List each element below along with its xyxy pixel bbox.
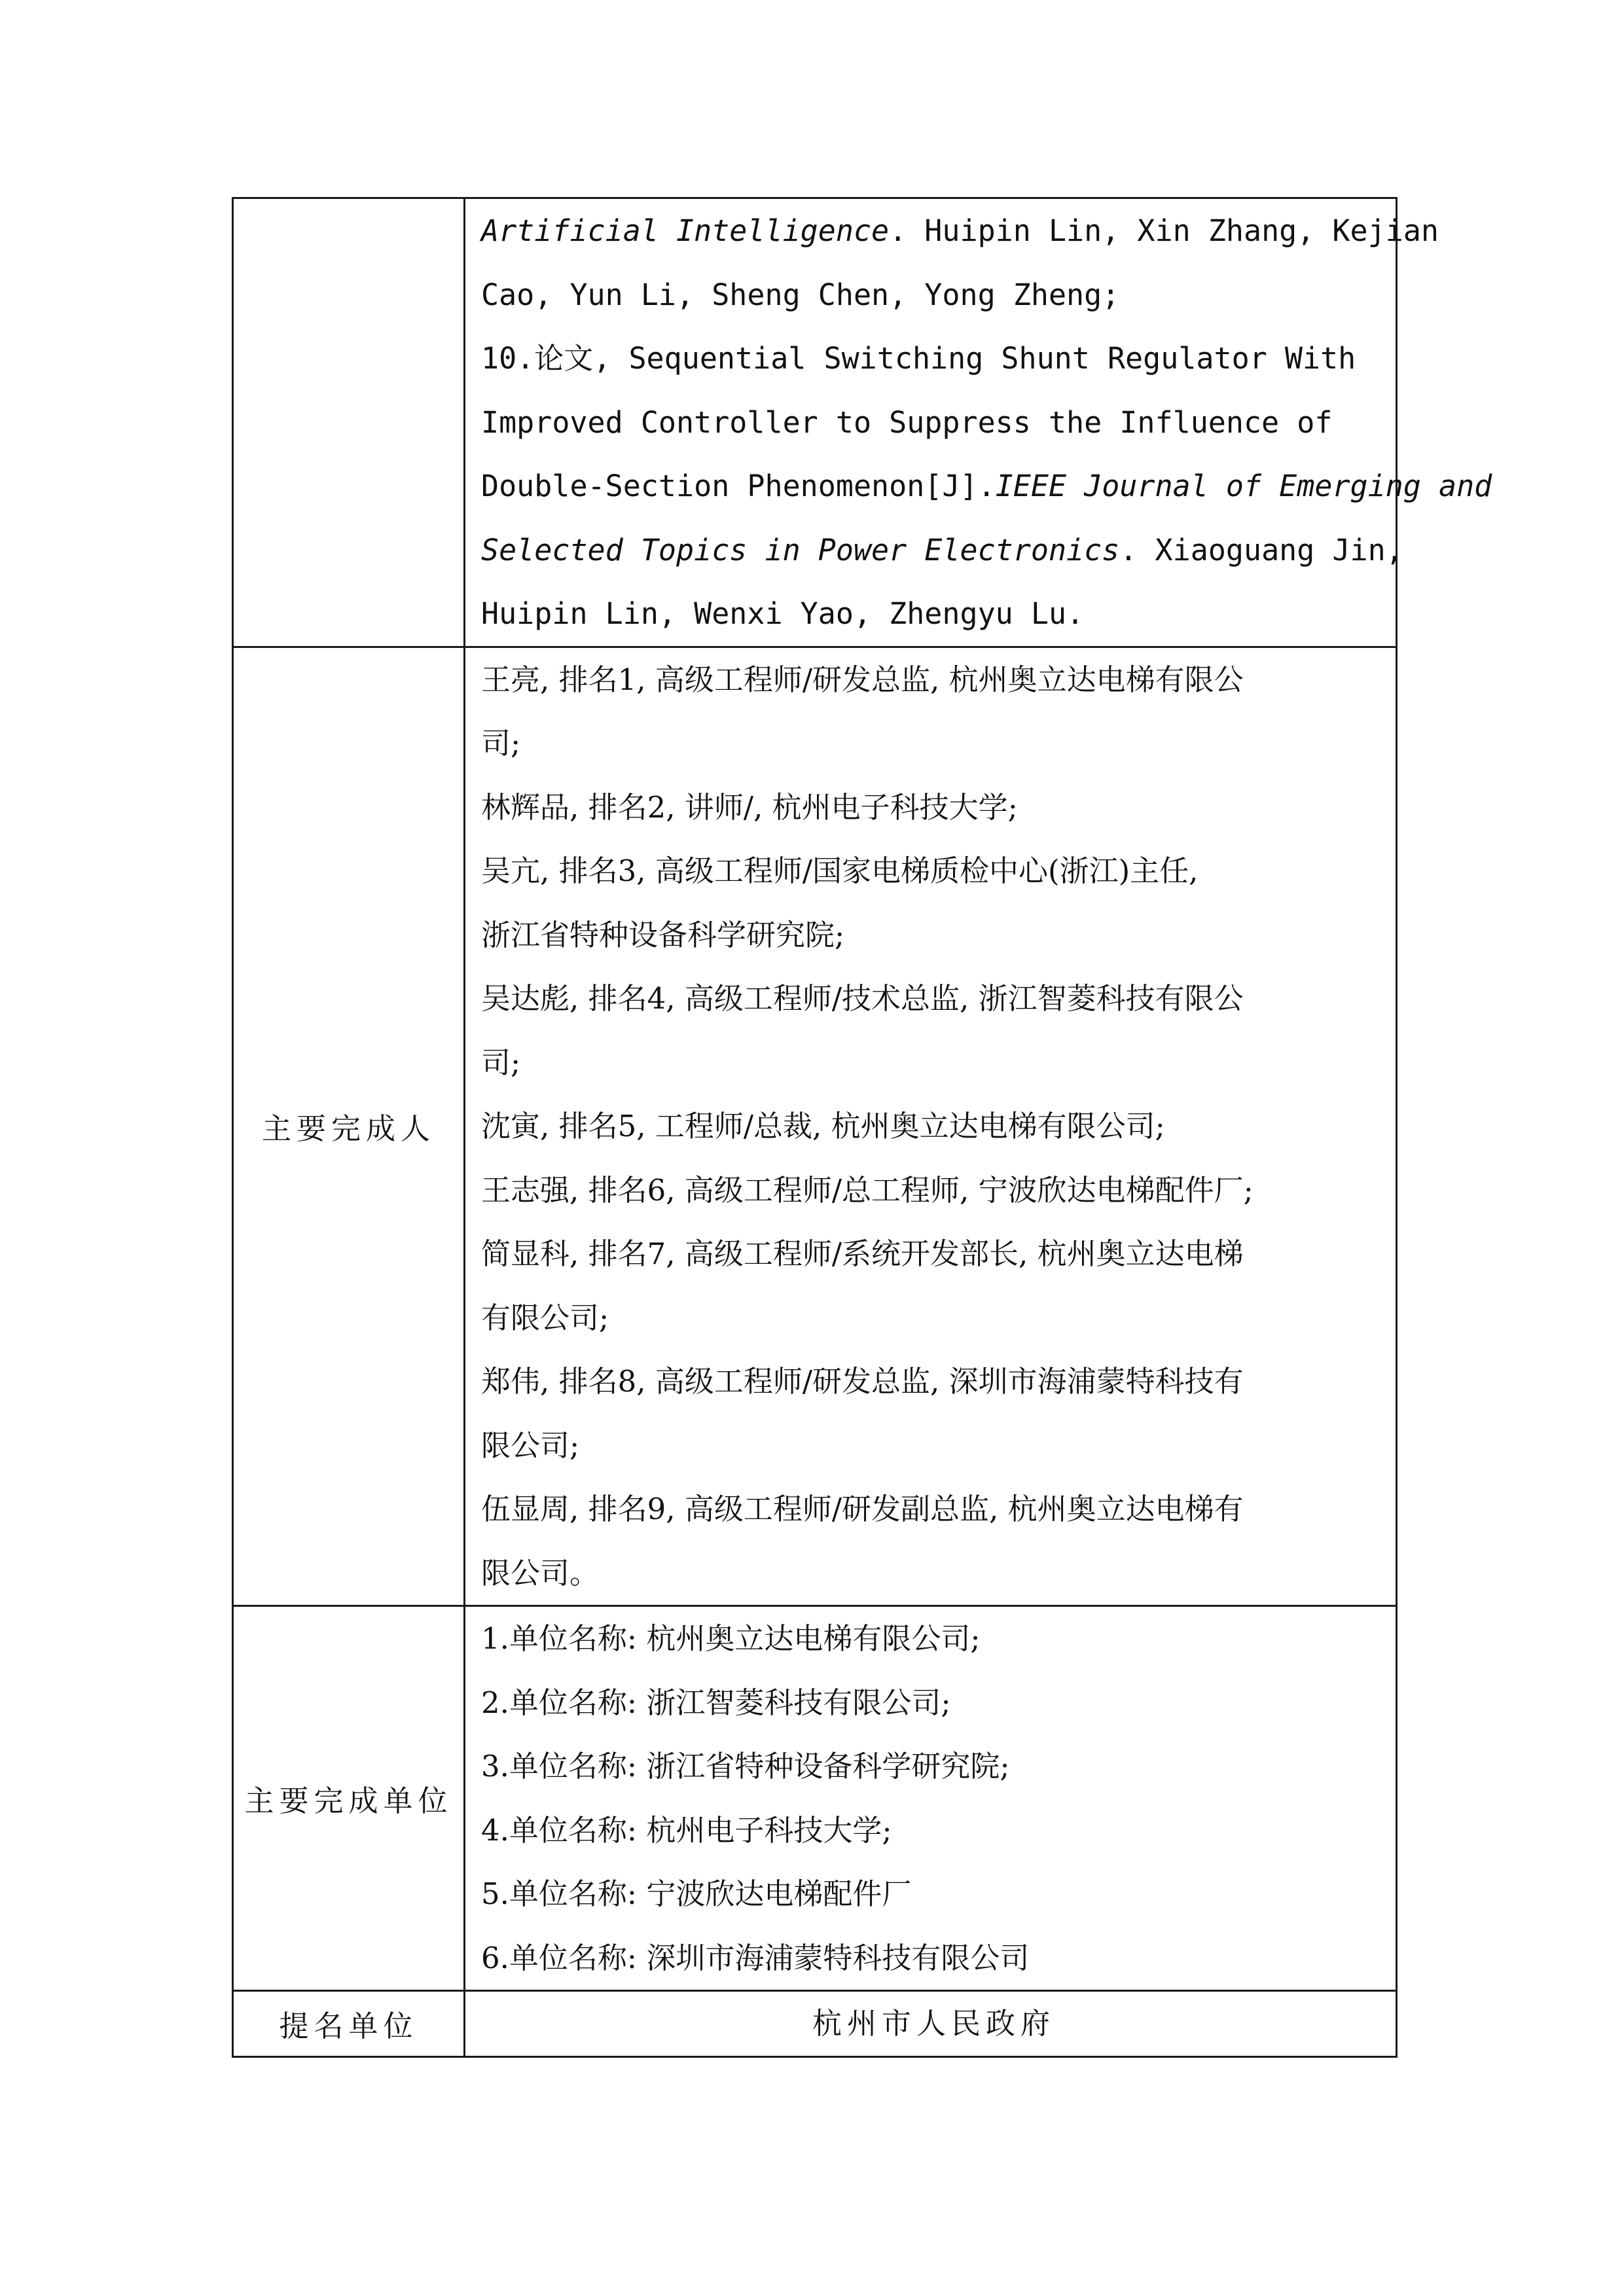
papers-row [233, 198, 1397, 647]
paper-authors: . Xiaoguang Jin, [1119, 532, 1403, 567]
completer-line: 伍显周, 排名9, 高级工程师/研发副总监, 杭州奥立达电梯有 [481, 1492, 1244, 1526]
paper-title-end: Double-Section Phenomenon[J]. [481, 469, 996, 503]
nominator-label: 提名单位 [233, 1991, 465, 2057]
papers-label-cell [233, 198, 465, 647]
completer-line: 王亮, 排名1, 高级工程师/研发总监, 杭州奥立达电梯有限公 [481, 662, 1244, 697]
journal-name: IEEE Journal of Emerging and [995, 469, 1492, 503]
completers-row [233, 647, 1397, 1606]
units-row [233, 1606, 1397, 1991]
nominator-row [233, 1991, 1397, 2057]
unit-line: 3.单位名称: 浙江省特种设备科学研究院; [481, 1749, 1010, 1784]
completer-line: 司; [481, 1045, 521, 1080]
papers-cell [465, 198, 1492, 647]
units-cell [465, 1606, 1397, 1991]
paper-line: Cao, Yun Li, Sheng Chen, Yong Zheng; [481, 277, 1120, 312]
info-table [232, 197, 1492, 2058]
completer-line: 限公司。 [481, 1555, 600, 1590]
completer-line: 沈寅, 排名5, 工程师/总裁, 杭州奥立达电梯有限公司; [481, 1109, 1165, 1143]
completers-label: 主要完成人 [233, 647, 465, 1606]
paper-line [481, 518, 1403, 583]
unit-line: 2.单位名称: 浙江智菱科技有限公司; [481, 1685, 951, 1720]
nominator-text: 杭州市人民政府 [812, 2006, 1055, 2041]
completers-cell [465, 647, 1397, 1606]
journal-name: Artificial Intelligence [481, 213, 890, 248]
unit-line: 4.单位名称: 杭州电子科技大学; [481, 1812, 892, 1848]
paper-line [481, 199, 1439, 263]
completer-line: 简显科, 排名7, 高级工程师/系统开发部长, 杭州奥立达电梯 [481, 1236, 1244, 1271]
units-label: 主要完成单位 [233, 1606, 465, 1991]
paper-line: 10.论文, Sequential Switching Shunt Regulator With [481, 341, 1356, 376]
completer-line: 吴亢, 排名3, 高级工程师/国家电梯质检中心(浙江)主任, [481, 853, 1199, 888]
paper-line: Improved Controller to Suppress the Influence of [481, 404, 1333, 440]
completer-line: 司; [481, 726, 521, 761]
completer-line: 有限公司; [481, 1300, 609, 1335]
completer-line: 王志强, 排名6, 高级工程师/总工程师, 宁波欣达电梯配件厂; [481, 1172, 1254, 1208]
journal-name: Selected Topics in Power Electronics [481, 532, 1120, 567]
completer-line: 郑伟, 排名8, 高级工程师/研发总监, 深圳市海浦蒙特科技有 [481, 1364, 1244, 1399]
paper-line [481, 454, 1492, 518]
paper-authors: . Huipin Lin, Xin Zhang, Kejian [889, 213, 1439, 248]
nominator-value [465, 1991, 1397, 2057]
unit-line: 5.单位名称: 宁波欣达电梯配件厂 [481, 1876, 912, 1911]
unit-line: 1.单位名称: 杭州奥立达电梯有限公司; [481, 1621, 981, 1656]
completer-line: 林辉品, 排名2, 讲师/, 杭州电子科技大学; [481, 789, 1018, 825]
completer-line: 吴达彪, 排名4, 高级工程师/技术总监, 浙江智菱科技有限公 [481, 981, 1244, 1016]
completer-line: 浙江省特种设备科学研究院; [481, 917, 845, 952]
paper-line: Huipin Lin, Wenxi Yao, Zhengyu Lu. [481, 596, 1085, 631]
completer-line: 限公司; [481, 1427, 580, 1463]
unit-line: 6.单位名称: 深圳市海浦蒙特科技有限公司 [481, 1940, 1030, 1975]
